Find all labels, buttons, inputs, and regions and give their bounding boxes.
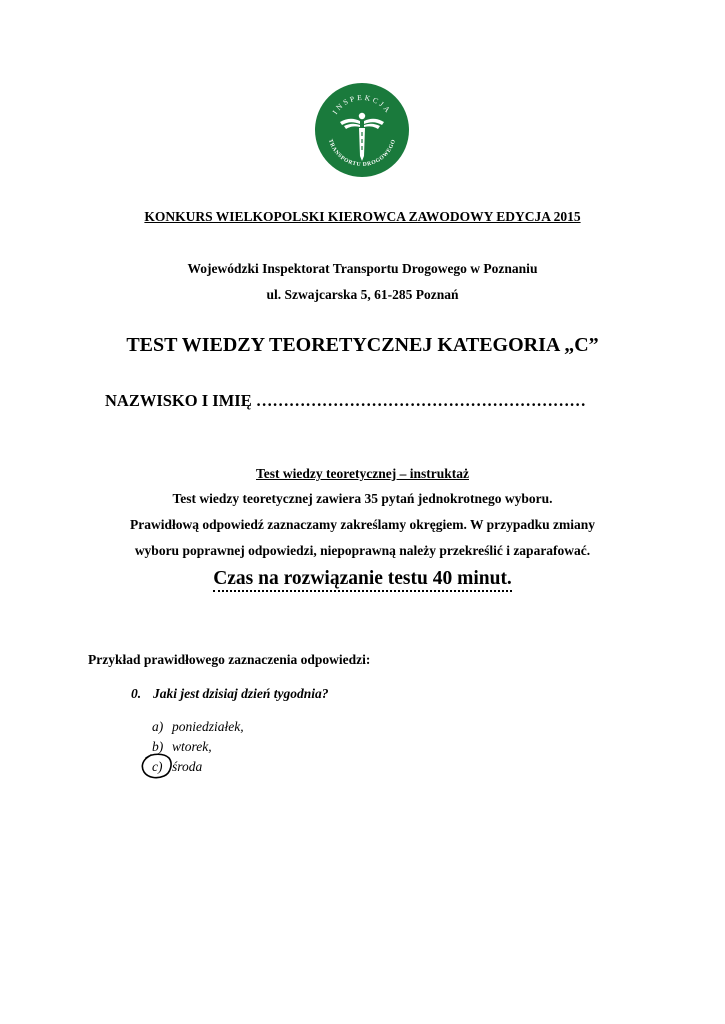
selected-answer-circle-icon <box>140 752 174 780</box>
instructions-heading: Test wiedzy teoretycznej – instruktaż <box>256 466 469 481</box>
answer-letter: a) <box>152 719 164 734</box>
organization-name: Wojewódzki Inspektorat Transportu Drogowego w Poznaniu <box>187 261 538 276</box>
instructions-line: Test wiedzy teoretycznej zawiera 35 pytań jednokrotnego wyboru. <box>172 491 553 506</box>
question-number: 0. <box>131 686 142 701</box>
example-question <box>131 686 329 702</box>
example-label: Przykład prawidłowego zaznaczenia odpowiedzi: <box>88 652 371 667</box>
name-field-dots: …………………………………………………… <box>255 391 586 410</box>
time-limit-text: Czas na rozwiązanie testu 40 minut. <box>213 568 512 592</box>
answer-option <box>152 719 244 735</box>
organization-address: ul. Szwajcarska 5, 61-285 Poznań <box>266 287 459 302</box>
name-field <box>105 391 586 411</box>
answer-text: poniedziałek, <box>172 719 244 734</box>
answer-letter: b) <box>152 739 164 754</box>
name-field-label: NAZWISKO I IMIĘ <box>105 391 252 410</box>
question-text: Jaki jest dzisiaj dzień tygodnia? <box>153 686 329 701</box>
answer-letter: c) <box>152 759 163 774</box>
contest-heading: KONKURS WIELKOPOLSKI KIEROWCA ZAWODOWY EDYCJA 2015 <box>144 209 581 224</box>
test-title: TEST WIEDZY TEORETYCZNEJ KATEGORIA „C” <box>126 334 599 356</box>
instructions-line: wyboru poprawnej odpowiedzi, niepoprawną należy przekreślić i zaparafować. <box>134 543 591 558</box>
logo-bottom-text: TRANSPORTU DROGOWEGO <box>326 138 398 169</box>
time-limit-notice <box>0 568 725 590</box>
instructions-line: Prawidłową odpowiedź zaznaczamy zakreślamy okręgiem. W przypadku zmiany <box>130 517 595 532</box>
logo-top-text: INSPEKCJA <box>330 92 394 116</box>
answer-text: środa <box>172 759 203 774</box>
itd-emblem-icon <box>314 82 410 178</box>
answer-text: wtorek, <box>172 739 212 754</box>
